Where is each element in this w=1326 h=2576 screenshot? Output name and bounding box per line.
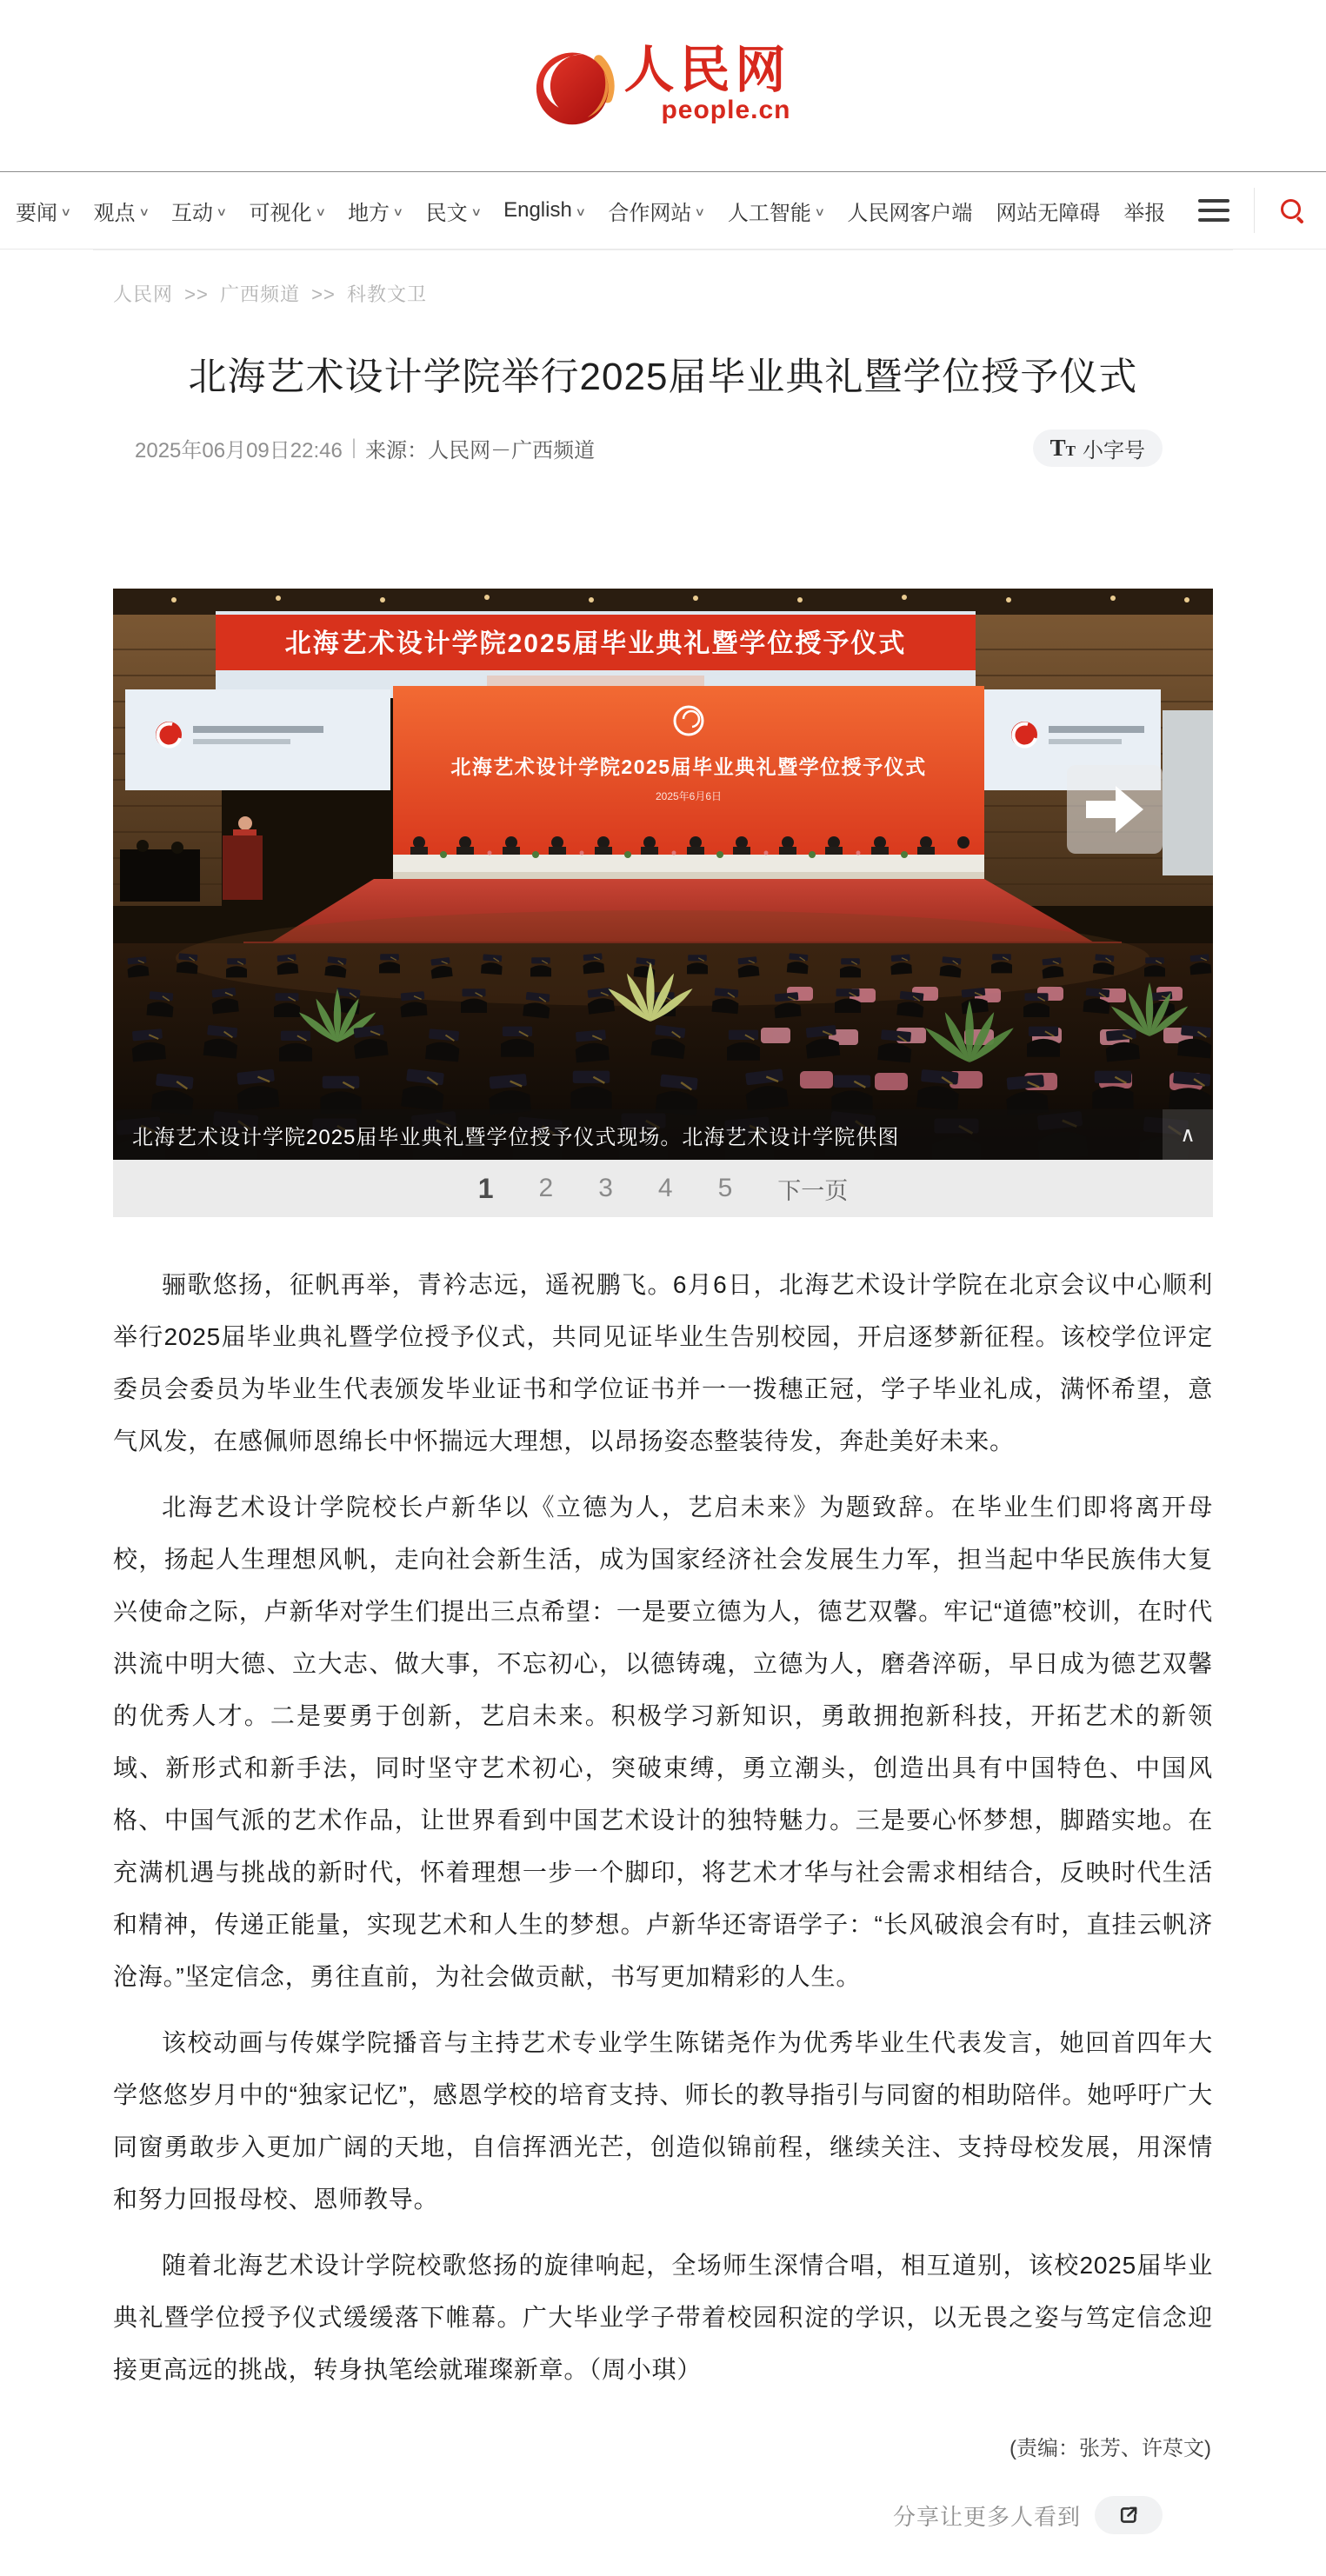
photo-next-button[interactable]	[1067, 765, 1163, 854]
caption-collapse-button[interactable]	[1163, 1109, 1213, 1160]
arrow-right-icon	[1086, 786, 1143, 833]
page-4[interactable]: 4	[657, 1174, 673, 1202]
nav-item-english[interactable]: English ∨	[503, 198, 586, 222]
people-cn-logo[interactable]	[535, 41, 791, 127]
side-screen-left	[125, 689, 390, 790]
breadcrumb-home[interactable]: 人民网	[113, 283, 174, 305]
share-row	[113, 2496, 1213, 2555]
article-container	[93, 250, 1233, 2576]
photo-caption-bar	[113, 1109, 1213, 1160]
font-size-icon: TT	[1049, 434, 1076, 461]
people-cn-logo-icon	[535, 47, 615, 127]
page-2[interactable]: 2	[538, 1174, 554, 1202]
publish-date: 2025年06月09日22:46	[135, 438, 343, 463]
chevron-down-icon: ∨	[470, 204, 482, 218]
nav-item-keshihua[interactable]: 可视化 ∨	[249, 201, 326, 225]
font-size-button[interactable]: TT 小字号	[1033, 429, 1163, 467]
nav-item-difang[interactable]: 地方 ∨	[348, 201, 404, 225]
photo-pagination	[113, 1160, 1213, 1217]
chevron-down-icon: ∨	[575, 204, 586, 218]
paragraph: 骊歌悠扬，征帆再举，青衿志远，遥祝鹏飞。6月6日，北海艺术设计学院在北京会议中心顺利举行2025届毕业典礼暨学位授予仪式，共同见证毕业生告别校园，开启逐梦新征程。该校学位评定委员会委员为毕业生代表颁发毕业证书和学位证书并一一拨穗正冠，学子毕业礼成，满怀希望，意气风发，在感佩师恩绵长中怀揣远大理想，以昂扬姿态整装待发，奔赴美好未来。	[113, 1271, 1213, 1454]
chevron-down-icon: ∨	[137, 204, 150, 218]
article-body	[113, 1259, 1213, 2396]
share-external-icon	[1117, 2504, 1140, 2526]
share-button[interactable]	[1095, 2496, 1163, 2534]
page-3[interactable]: 3	[598, 1174, 613, 1202]
breadcrumb-separator: >>	[311, 283, 336, 305]
logo-text-en: people.cn	[661, 95, 791, 124]
nav-item-report[interactable]: 举报	[1123, 201, 1166, 225]
nav-item-app[interactable]: 人民网客户端	[847, 201, 973, 225]
nav-divider	[1254, 188, 1255, 233]
editor-credit: (责编：张芳、许荩文)	[1009, 2437, 1211, 2460]
nav-item-guandian[interactable]: 观点 ∨	[93, 201, 150, 225]
paragraph: 该校动画与传媒学院播音与主持艺术专业学生陈锘尧作为优秀毕业生代表发言，她回首四年大学悠悠岁月中的“独家记忆”，感恩学校的培育支持、师长的教导指引与同窗的相助陪伴。她呼吁广大同窗勇敢步入更加广阔的天地，自信挥洒光芒，创造似锦前程，继续关注、支持母校发展，用深情和努力回报母校、恩师教导。	[113, 2029, 1213, 2213]
nav-item-hudong[interactable]: 互动 ∨	[171, 201, 228, 225]
next-page-button[interactable]: 下一页	[777, 1177, 849, 1204]
breadcrumb-channel[interactable]: 广西频道	[219, 283, 300, 305]
article-meta	[113, 429, 1213, 467]
chevron-up-icon: ∧	[1180, 1122, 1196, 1147]
page-5[interactable]: 5	[717, 1174, 733, 1202]
nav-item-rengongzhineng[interactable]: 人工智能 ∨	[727, 201, 826, 225]
page-title: 北海艺术设计学院举行2025届毕业典礼暨学位授予仪式	[188, 356, 1138, 398]
chevron-down-icon: ∨	[814, 204, 826, 218]
photo-caption: 北海艺术设计学院2025届毕业典礼暨学位授予仪式现场。北海艺术设计学院供图	[132, 1125, 900, 1149]
paragraph: 随着北海艺术设计学院校歌悠扬的旋律响起，全场师生深情合唱，相互道别，该校2025届毕业典礼暨学位授予仪式缓缓落下帷幕。广大毕业学子带着校园积淀的学识，以无畏之姿与笃定信念迎接更高远的挑战，转身执笔绘就璀璨新章。（周小琪）	[113, 2252, 1213, 2383]
meta-separator: |	[350, 436, 357, 459]
nav-item-hezuowangzhan[interactable]: 合作网站 ∨	[608, 201, 706, 225]
chevron-down-icon: ∨	[694, 204, 706, 218]
chevron-down-icon: ∨	[314, 204, 326, 218]
ceremony-photo-illustration	[113, 589, 1213, 1160]
stage-backdrop	[393, 686, 984, 860]
breadcrumb	[113, 280, 1213, 307]
screen-banner-text: 北海艺术设计学院2025届毕业典礼暨学位授予仪式	[284, 629, 907, 658]
main-screen	[216, 611, 976, 698]
paragraph: 北海艺术设计学院校长卢新华以《立德为人，艺启未来》为题致辞。在毕业生们即将离开母校，扬起人生理想风帆，走向社会新生活，成为国家经济社会发展生力军，担当起中华民族伟大复兴使命之际，卢新华对学生们提出三点希望：一是要立德为人，德艺双馨。牢记“道德”校训，在时代洪流中明大德、立大志、做大事，不忘初心，以德铸魂，立德为人，磨砻淬砺，早日成为德艺双馨的优秀人才。二是要勇于创新，艺启未来。积极学习新知识，勇敢拥抱新科技，开拓艺术的新领域、新形式和新手法，同时坚守艺术初心，突破束缚，勇立潮头，创造出具有中国特色、中国风格、中国气派的艺术作品，让世界看到中国艺术设计的独特魅力。三是要心怀梦想，脚踏实地。在充满机遇与挑战的新时代，怀着理想一步一个脚印，将艺术才华与社会需求相结合，反映时代生活和精神，传递正能量，实现艺术和人生的梦想。卢新华还寄语学子：“长风破浪会有时，直挂云帆济沧海。”坚定信念，勇往直前，为社会做贡献，书写更加精彩的人生。	[113, 1494, 1213, 1990]
page-1-current[interactable]: 1	[477, 1172, 494, 1204]
article-photo	[113, 589, 1213, 1160]
search-icon[interactable]	[1279, 197, 1305, 223]
source-name: 人民网－广西频道	[428, 438, 596, 463]
backdrop-title-text: 北海艺术设计学院2025届毕业典礼暨学位授予仪式	[450, 755, 927, 778]
source-label: 来源：	[365, 438, 429, 463]
nav-item-accessibility[interactable]: 网站无障碍	[996, 201, 1101, 225]
share-text: 分享让更多人看到	[892, 2503, 1081, 2530]
main-nav	[0, 171, 1326, 250]
nav-item-minwen[interactable]: 民文 ∨	[425, 201, 482, 225]
site-header	[0, 0, 1326, 171]
chevron-down-icon: ∨	[392, 204, 404, 218]
breadcrumb-separator: >>	[184, 283, 209, 305]
chevron-down-icon: ∨	[216, 204, 228, 218]
chevron-down-icon: ∨	[60, 204, 72, 218]
backdrop-date-text: 2025年6月6日	[655, 790, 723, 802]
logo-text-cn: 人民网	[623, 41, 791, 98]
breadcrumb-section[interactable]: 科教文卫	[346, 283, 427, 305]
nav-item-yaowen[interactable]: 要闻 ∨	[16, 201, 72, 225]
menu-icon[interactable]	[1198, 196, 1229, 225]
